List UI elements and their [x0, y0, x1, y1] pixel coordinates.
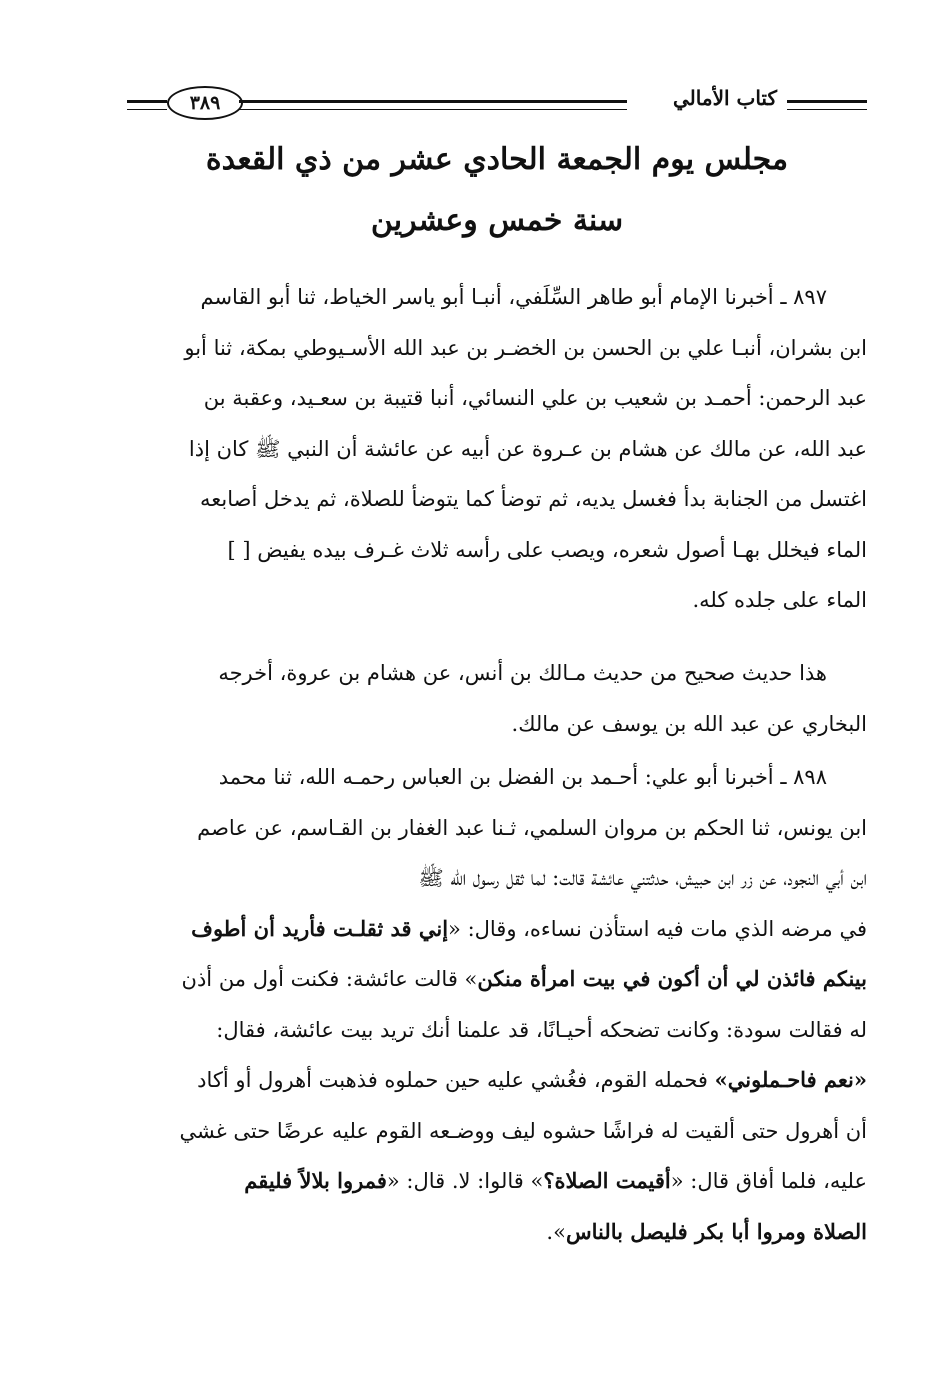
- hadith-898-paragraph: [127, 752, 867, 1257]
- text-line: [127, 904, 867, 955]
- narration-text: ».: [546, 1219, 566, 1244]
- prophetic-quote: إني قد ثقلـت فأريد أن أطوف: [191, 915, 449, 941]
- narration-text: في مرضه الذي مات فيه استأذن نساءه، وقال: «: [448, 916, 867, 941]
- header-rule-middle: [239, 100, 627, 110]
- text-line: اغتسل من الجنابة بدأ فغسل يديه، ثم توضأ كما يتوضأ للصلاة، ثم يدخل أصابعه: [200, 487, 867, 511]
- text-line: ابن أبي النجود، عن زر ابن حبيش، حدثتني عائشة قالت: لما ثقل رسول الله ﷺ: [418, 866, 867, 890]
- book-title: كتاب الأمالي: [673, 86, 777, 110]
- narration-text: فحمله القوم، فغُشي عليه حين حملوه فذهبت أهرول أو أكاد: [197, 1068, 715, 1092]
- text-line: عبد الرحمن: أحمـد بن شعيب بن علي النسائي، أنبا قتيبة بن سعـيد، وعقبة بن: [203, 386, 867, 410]
- hadith-897-paragraph: [127, 272, 867, 626]
- grading-paragraph: [127, 648, 867, 749]
- text-line: [127, 1156, 867, 1207]
- text-line: الماء على جلده كله.: [692, 588, 867, 612]
- page-number: ٣٨٩: [167, 86, 243, 120]
- text-line: [127, 954, 867, 1005]
- header-rule-right: [787, 100, 867, 110]
- text-line: ابن بشران، أنبـا علي بن الحسن بن الخضـر بن عبد الله الأسـيوطي بمكة، ثنا أبو: [184, 335, 867, 360]
- text-line: [127, 1055, 867, 1106]
- text-line: له فقالت سودة: وكانت تضحكه أحيـانًا، قد علمنا أنك تريد بيت عائشة، فقال:: [216, 1017, 867, 1042]
- running-header: [127, 84, 867, 120]
- text-line: هذا حديث صحيح من حديث مـالك بن أنس، عن هشام بن عروة، أخرجه: [218, 661, 827, 685]
- text-line: عبد الله، عن مالك عن هشام بن عـروة عن أبيه عن عائشة أن النبي ﷺ كان إذا: [188, 436, 867, 461]
- text-line: ٨٩٨ ـ أخبرنا أبو علي: أحـمد بن الفضل بن العباس رحمـه الله، ثنا محمد: [218, 765, 827, 789]
- prophetic-quote: أقيمت الصلاة؟: [543, 1168, 671, 1193]
- session-year-heading: سنة خمس وعشرين: [370, 203, 624, 238]
- prophetic-quote: الصلاة ومروا أبا بكر فليصل بالناس: [565, 1218, 867, 1244]
- narration-text: » قالت عائشة: فكنت أول من أذن: [181, 967, 478, 991]
- text-line: [127, 1207, 867, 1258]
- narration-text: » قالوا: لا. قال: «: [386, 1169, 544, 1193]
- prophetic-quote: «نعم فاحـملوني»: [714, 1067, 867, 1092]
- header-rule-left: [127, 100, 167, 110]
- prophetic-quote: بينكم فائذن لي أن أكون في بيت امرأة منكن: [477, 966, 867, 991]
- narration-text: عليه، فلما أفاق قال: «: [670, 1169, 867, 1193]
- text-line: أن أهرول حتى ألقيت له فراشًا حشوه ليف ووضـعه القوم عليه عرضًا حتى غشي: [179, 1118, 867, 1143]
- text-line: ٨٩٧ ـ أخبرنا الإمام أبو طاهر السِّلَفي، أنبـا أبو ياسر الخياط، ثنا أبو القاسم: [200, 285, 827, 309]
- prophetic-quote: فمروا بلالاً فليقم: [244, 1168, 387, 1193]
- text-line: ابن يونس، ثنا الحكم بن مروان السلمي، ثـنا عبد الغفار بن القـاسم، عن عاصم: [197, 815, 867, 840]
- session-heading: مجلس يوم الجمعة الحادي عشر من ذي القعدة: [205, 142, 789, 177]
- text-line: الماء فيخلل بهـا أصول شعره، ويصب على رأسه ثلاث غـرف بيده يفيض [ ]: [227, 537, 867, 562]
- text-line: البخاري عن عبد الله بن يوسف عن مالك.: [511, 711, 867, 736]
